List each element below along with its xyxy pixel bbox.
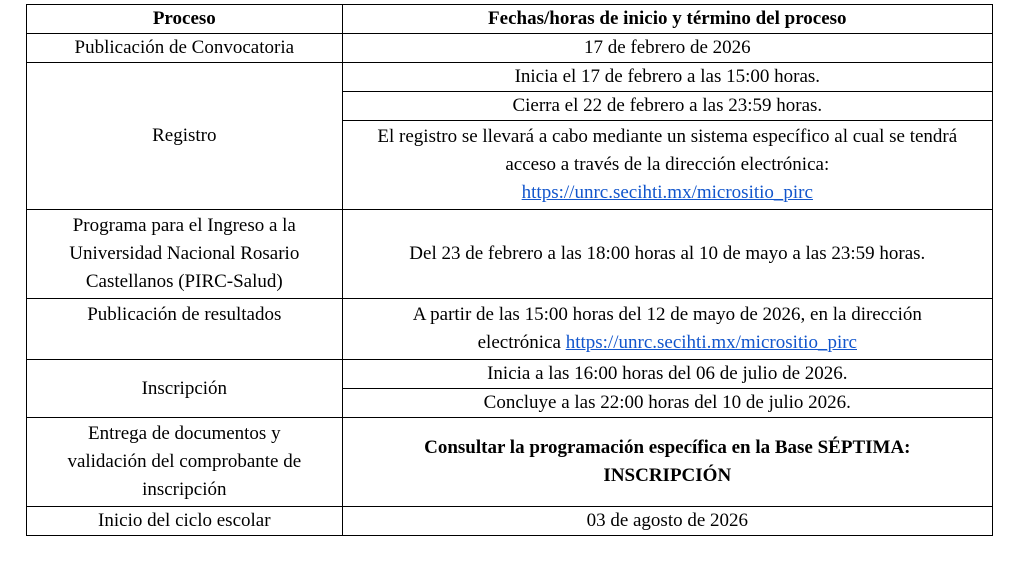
cell-entrega-proceso: Entrega de documentos y validación del comprobante de inscripción (27, 418, 343, 507)
cell-entrega-texto: Consultar la programación específica en la Base SÉPTIMA: INSCRIPCIÓN (342, 418, 992, 507)
resultados-text: A partir de las 15:00 horas del 12 de mayo de 2026, en la dirección electrónica (412, 304, 922, 353)
cell-convocatoria-proceso: Publicación de Convocatoria (27, 34, 343, 63)
table-row (27, 418, 993, 507)
cell-inscripcion-inicia: Inicia a las 16:00 horas del 06 de julio de 2026. (342, 360, 992, 389)
cell-convocatoria-fecha: 17 de febrero de 2026 (342, 34, 992, 63)
cell-resultados-proceso: Publicación de resultados (27, 299, 343, 360)
cell-pirc-proceso: Programa para el Ingreso a la Universidad Nacional Rosario Castellanos (PIRC-Salud) (27, 210, 343, 299)
table-row (27, 507, 993, 536)
table-header-row (27, 5, 993, 34)
table-row (27, 34, 993, 63)
cell-inscripcion-concluye: Concluye a las 22:00 horas del 10 de julio 2026. (342, 389, 992, 418)
cell-registro-nota (342, 121, 992, 210)
cell-pirc-fecha: Del 23 de febrero a las 18:00 horas al 10 de mayo a las 23:59 horas. (342, 210, 992, 299)
table-row (27, 63, 993, 92)
cell-inscripcion-proceso: Inscripción (27, 360, 343, 418)
cell-registro-proceso: Registro (27, 63, 343, 210)
registro-nota-text: El registro se llevará a cabo mediante un sistema específico al cual se tendrá acceso a través de la dirección electrónica: (377, 126, 958, 175)
schedule-table (26, 4, 993, 536)
cell-registro-cierra: Cierra el 22 de febrero a las 23:59 horas. (342, 92, 992, 121)
header-proceso: Proceso (27, 5, 343, 34)
table-row (27, 360, 993, 389)
cell-registro-inicia: Inicia el 17 de febrero a las 15:00 horas. (342, 63, 992, 92)
cell-inicio-proceso: Inicio del ciclo escolar (27, 507, 343, 536)
cell-resultados-fecha (342, 299, 992, 360)
resultados-link[interactable]: https://unrc.secihti.mx/micrositio_pirc (565, 332, 857, 353)
header-fechas: Fechas/horas de inicio y término del proceso (342, 5, 992, 34)
registro-link[interactable]: https://unrc.secihti.mx/micrositio_pirc (521, 182, 813, 203)
table-row (27, 210, 993, 299)
table-row (27, 299, 993, 360)
cell-inicio-fecha: 03 de agosto de 2026 (342, 507, 992, 536)
